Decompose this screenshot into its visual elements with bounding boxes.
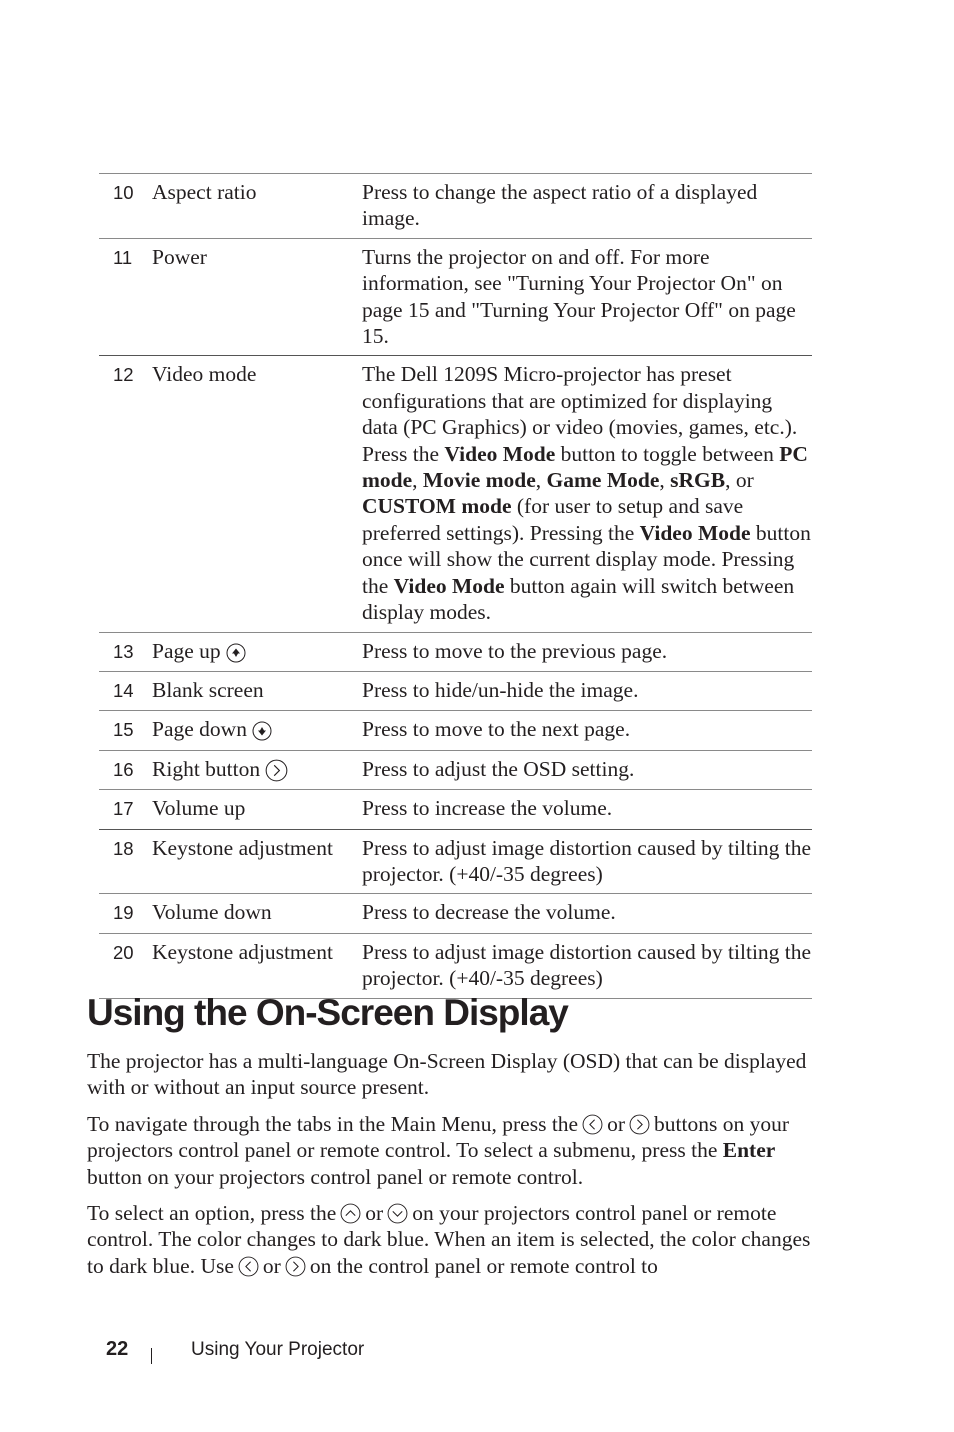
row-number: 12 <box>113 364 134 386</box>
function-description: Press to decrease the volume. <box>362 900 616 925</box>
function-description: Press to hide/un-hide the image. <box>362 677 639 702</box>
function-description: Press to move to the previous page. <box>362 638 668 663</box>
page-up-icon <box>226 643 246 663</box>
page-footer <box>0 1338 954 1368</box>
function-description: Press to adjust the OSD setting. <box>362 756 635 781</box>
function-name: Right button <box>152 756 362 783</box>
function-description: Turns the projector on and off. For more information, see "Turning Your Projector On" on page 15 and "Turning Your Projector Off" on page 15. <box>362 244 796 349</box>
function-name: Aspect ratio <box>152 180 257 204</box>
row-number: 14 <box>113 679 134 701</box>
table-row <box>99 934 812 999</box>
row-number: 15 <box>113 719 134 741</box>
table-row <box>99 174 812 239</box>
row-number: 13 <box>113 640 134 662</box>
footer-divider <box>151 1348 152 1364</box>
table-row <box>99 672 812 711</box>
row-number: 19 <box>113 902 134 924</box>
right-arrow-icon <box>265 759 288 782</box>
function-name: Page up <box>152 638 362 665</box>
table-row <box>99 239 812 357</box>
function-name: Page down <box>152 716 362 743</box>
row-number: 10 <box>113 182 134 203</box>
page-down-icon <box>252 721 272 741</box>
section-heading: Using the On-Screen Display <box>87 992 568 1033</box>
function-description: The Dell 1209S Micro-projector has preset configurations that are optimized for displaying data (PC Graphics) or video (movies, games, etc.). Press the Video Mode button to toggle between PC mode, Movie mode, Game Mode, sRGB, or CUSTOM mode (for user to setup and save preferred settings). Pressing the Video Mode button once will show the current display mode. Pressing the Video Mode button again will switch between display modes. <box>362 362 811 625</box>
table-row <box>99 790 812 829</box>
function-description: Press to increase the volume. <box>362 796 613 821</box>
row-number: 11 <box>113 246 133 268</box>
function-description: Press to change the aspect ratio of a displayed image. <box>362 180 758 231</box>
function-name: Power <box>152 244 207 269</box>
function-name: Video mode <box>152 362 257 387</box>
button-function-table <box>99 173 812 999</box>
function-description: Press to adjust image distortion caused by tilting the projector. (+40/-35 degrees) <box>362 939 812 991</box>
table-row <box>99 633 812 672</box>
table-row <box>99 894 812 933</box>
function-name: Blank screen <box>152 677 264 702</box>
down-arrow-icon <box>387 1203 408 1224</box>
function-description: Press to move to the next page. <box>362 717 631 742</box>
function-name: Keystone adjustment <box>152 835 333 860</box>
table-row <box>99 711 812 750</box>
table-row <box>99 751 812 790</box>
left-arrow-icon <box>582 1114 603 1135</box>
right-arrow-icon <box>629 1114 650 1135</box>
function-name: Volume up <box>152 796 246 821</box>
navigation-paragraph: To navigate through the tabs in the Main Menu, press the or buttons on your projectors control panel or remote control. To select a submenu, press the Enter button on your projectors control panel or remote control. <box>87 1112 790 1189</box>
page-number: 22 <box>106 1338 129 1360</box>
function-name: Volume down <box>152 900 272 925</box>
chapter-title: Using Your Projector <box>191 1339 365 1360</box>
up-arrow-icon <box>340 1203 361 1224</box>
left-arrow-icon <box>238 1256 259 1277</box>
row-number: 17 <box>113 798 134 820</box>
right-arrow-icon <box>285 1256 306 1277</box>
row-number: 20 <box>113 941 134 963</box>
row-number: 16 <box>113 758 134 780</box>
function-description: Press to adjust image distortion caused by tilting the projector. (+40/-35 degrees) <box>362 835 812 886</box>
row-number: 18 <box>113 837 134 859</box>
table-row <box>99 830 812 895</box>
table-row <box>99 356 812 632</box>
selection-paragraph: To select an option, press the or on your projectors control panel or remote control. The color changes to dark blue. When an item is selected, the color changes to dark blue. Use or on the control panel or remote control to <box>87 1201 811 1278</box>
function-name: Keystone adjustment <box>152 939 333 964</box>
intro-paragraph: The projector has a multi-language On-Screen Display (OSD) that can be displayed with or without an input source present. <box>87 1049 807 1100</box>
